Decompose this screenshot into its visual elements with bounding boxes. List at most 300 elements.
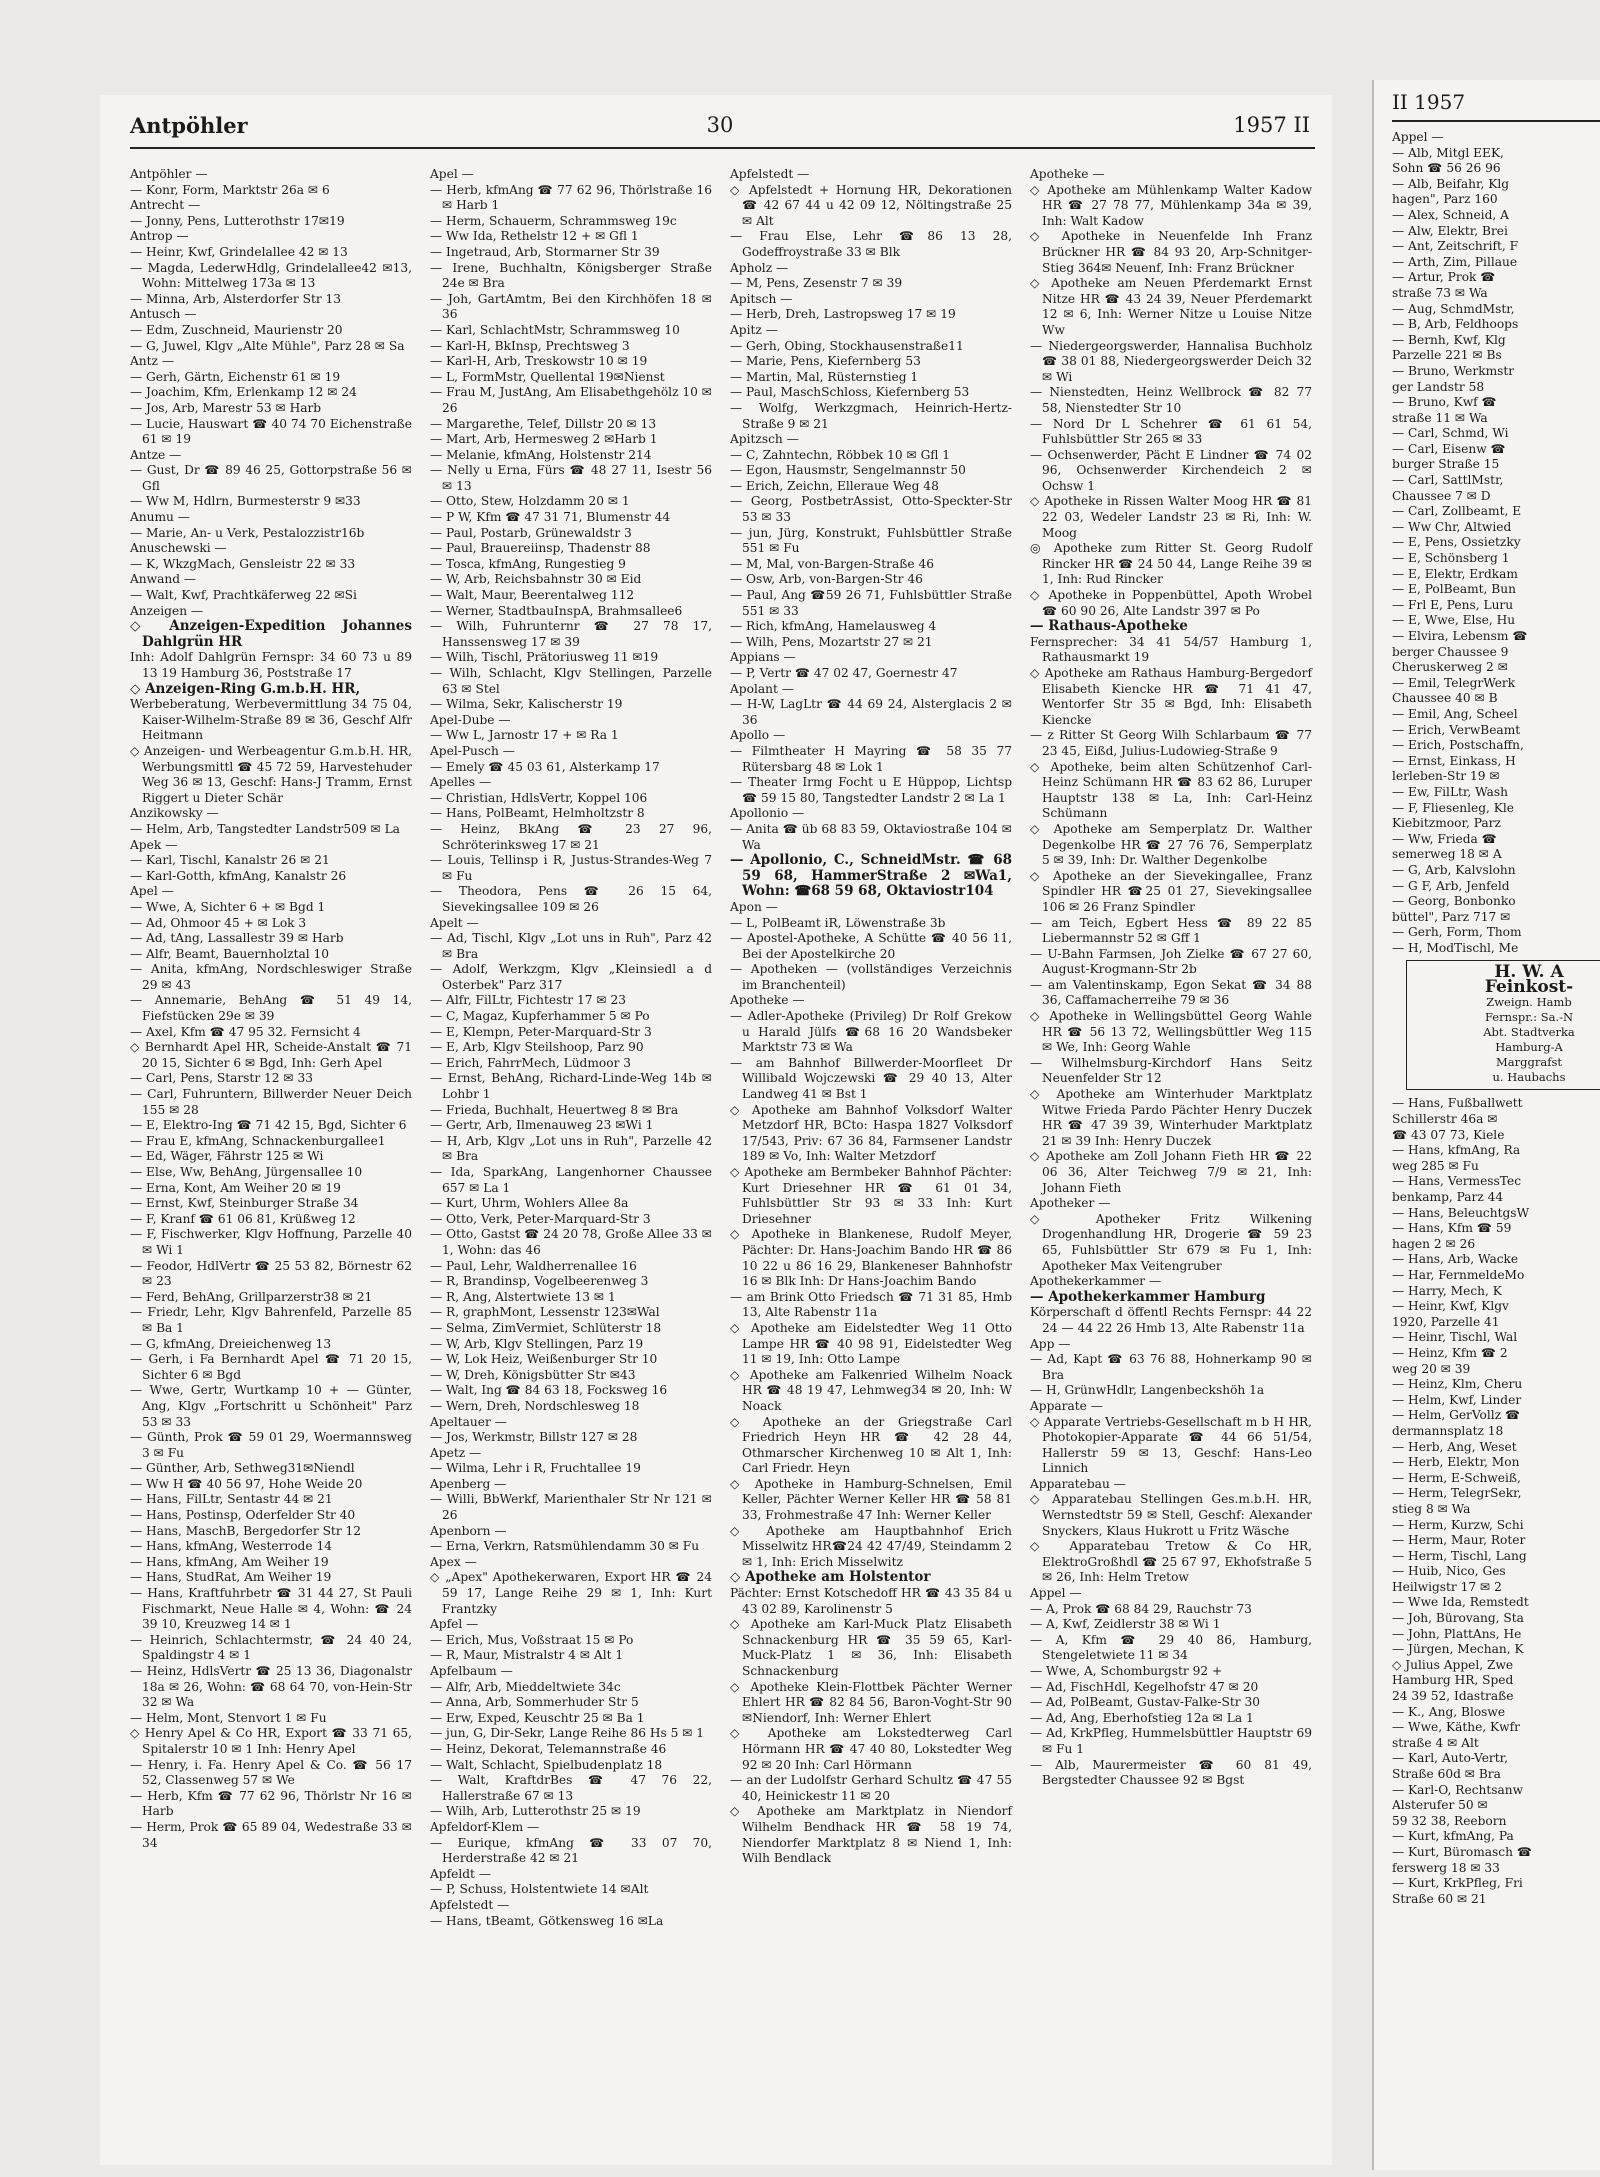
directory-entry: — Carl, Schmd, Wi [1392,426,1509,441]
directory-entry: — Alb, Maurermeister ☎ 60 81 49, Bergstedter Chaussee 92 ✉ Bgst [1030,1757,1312,1788]
directory-entry: — Erich, Postschaffn, [1392,738,1524,753]
column-1 [130,167,412,1851]
page-number: 30 [706,113,734,137]
directory-entry: Anwand — [130,572,197,587]
directory-entry: — H, Arb, Klgv „Lot uns in Ruh", Parzelle 42 ✉ Bra [430,1133,712,1164]
directory-entry: Apfeldorf-Klem — [430,1819,540,1834]
directory-entry: Apex — [430,1554,477,1569]
directory-entry: Apollonio — [730,806,805,821]
directory-entry: — Hans, Kraftfuhrbetr ☎ 31 44 27, St Pauli Fischmarkt, Neue Halle ✉ 4, Wohn: ☎ 24 39 10, Kreuzweg 14 ✉ 1 [130,1586,412,1632]
directory-entry: — Christian, HdlsVertr, Koppel 106 [430,790,648,805]
directory-entry: Fernsprecher: 34 41 54/57 Hamburg 1, Rathausmarkt 19 [1030,634,1312,665]
directory-entry: — P W, Kfm ☎ 47 31 71, Blumenstr 44 [430,510,671,525]
directory-entry: lerleben-Str 19 ✉ [1392,769,1500,784]
directory-entry: — Harry, Mech, K [1392,1283,1502,1298]
directory-entry: — Carl, SattlMstr, [1392,473,1504,488]
directory-entry: Apenberg — [430,1476,507,1491]
directory-entry: — Wern, Dreh, Nordschlesweg 18 [430,1398,640,1413]
directory-entry: — Gertr, Arb, Ilmenauweg 23 ✉Wi 1 [430,1118,654,1133]
directory-entry: hagen 2 ✉ 26 [1392,1236,1476,1251]
directory-entry: Apholz — [730,260,789,275]
directory-entry: — G, Juwel, Klgv „Alte Mühle", Parz 28 ✉ Sa [130,338,405,353]
directory-entry: Apfel — [430,1617,479,1632]
directory-entry: — Walt, KraftdrBes ☎ 47 76 22, Hallerstraße 67 ✉ 13 [430,1773,712,1803]
directory-entry: — Feodor, HdlVertr ☎ 25 53 82, Börnestr 62 ✉ 23 [130,1258,412,1289]
directory-entry: — Paul, Ang ☎59 26 71, Fuhlsbüttler Straße 551 ✉ 33 [730,588,1012,618]
directory-entry: — Alfr, Beamt, Bauernholztal 10 [130,946,330,961]
directory-entry: — Heinz, HdlsVertr ☎ 25 13 36, Diagonalstr 18a ✉ 26, Wohn: ☎ 68 64 70, von-Hein-Str 32 ✉ Wa [130,1664,412,1710]
directory-entry: — Alex, Schneid, A [1392,207,1509,222]
directory-entry: — E, PolBeamt, Bun [1392,582,1516,597]
directory-entry: — Herm, E-Schweiß, [1392,1470,1521,1485]
column-2 [430,167,712,1929]
directory-entry: — Osw, Arb, von-Bargen-Str 46 [730,572,923,587]
directory-entry: — R, graphMont, Lessenstr 123✉Wal [430,1305,660,1320]
directory-entry: — Theater Irmg Focht u E Hüppop, Lichtsp ☎ 59 15 80, Tangstedter Landstr 2 ✉ La 1 [730,775,1012,805]
directory-entry: Antrop — [130,229,189,244]
next-page-rule [1392,120,1600,122]
directory-entry: — Herb, kfmAng ☎ 77 62 96, Thörlstraße 16 ✉ Harb 1 [430,182,712,213]
directory-entry: — E, Pens, Ossietzky [1392,535,1521,550]
directory-entry: — Herb, Dreh, Lastropsweg 17 ✉ 19 [730,307,956,322]
directory-entry: — Walt, Schlacht, Spielbudenplatz 18 [430,1757,663,1772]
directory-entry: — Wilma, Sekr, Kalischerstr 19 [430,697,623,712]
directory-entry: — Mart, Arb, Hermesweg 2 ✉Harb 1 [430,432,658,447]
directory-entry: — am Brink Otto Friedsch ☎ 71 31 85, Hmb 13, Alte Rabenstr 11a [730,1289,1012,1320]
directory-entry: — Apostel-Apotheke, A Schütte ☎ 40 56 11, Bei der Apostelkirche 20 [730,931,1012,961]
directory-entry: 59 32 38, Reeborn [1392,1813,1507,1828]
directory-entry: Antrecht — [130,198,201,213]
directory-entry: — Karl, Auto-Vertr, [1392,1751,1508,1766]
directory-entry: ◇ Apparatebau Tretow & Co HR, ElektroGroßhdl ☎ 25 67 97, Ekhofstraße 5 ✉ 26, Inh: Helm Tretow [1030,1539,1312,1585]
ad-department: Abt. Stadtverka [1483,1025,1575,1040]
directory-entry: — Wwe Ida, Remstedt [1392,1595,1529,1610]
directory-entry: — Wilh, Pens, Mozartstr 27 ✉ 21 [730,634,933,649]
directory-entry: — Ew, FilLtr, Wash [1392,784,1509,799]
directory-entry: — Kurt, KrkPfleg, Fri [1392,1876,1523,1891]
directory-entry: — Huib, Nico, Ges [1392,1564,1506,1579]
directory-entry: — C, Magaz, Kupferhammer 5 ✉ Po [430,1009,650,1024]
directory-entry: berger Chaussee 9 [1392,644,1509,659]
directory-entry: — Eurique, kfmAng ☎ 33 07 70, Herderstraße 42 ✉ 21 [430,1835,712,1866]
directory-entry: — Carl, Pens, Starstr 12 ✉ 33 [130,1071,314,1086]
directory-entry: — Helm, Arb, Tangstedter Landstr509 ✉ La [130,821,400,836]
directory-entry: ◇ Apotheke am Holstentor [730,1569,931,1586]
directory-entry: ◇ Apotheke am Eidelstedter Weg 11 Otto Lampe HR ☎ 40 98 91, Eidelstedter Weg 11 ✉ 19, Inh: Otto Lampe [730,1320,1012,1367]
directory-entry: ◇ Apotheke am Zoll Johann Fieth HR ☎ 22 06 36, Alter Teichweg 7/9 ✉ 21, Inh: Johann Fieth [1030,1149,1312,1195]
directory-entry: stieg 8 ✉ Wa [1392,1501,1471,1516]
directory-entry: — E, Elektr, Erdkam [1392,566,1518,581]
directory-entry: — an der Ludolfstr Gerhard Schultz ☎ 47 55 40, Heinickestr 11 ✉ 20 [730,1773,1012,1803]
directory-entry: Körperschaft d öffentl Rechts Fernspr: 44 22 24 — 44 22 26 Hmb 13, Alte Rabenstr 11a [1030,1305,1312,1335]
directory-entry: ◇ Apotheke, beim alten Schützenhof Carl-Heinz Schümann HR ☎ 83 62 86, Luruper Hauptstr 138 ✉ La, Inh: Carl-Heinz Schümann [1030,759,1312,821]
directory-entry: — Hans, PolBeamt, Helmholtzstr 8 [430,806,645,821]
directory-entry: Schillerstr 46a ✉ [1392,1112,1498,1127]
directory-entry: — am Bahnhof Billwerder-Moorfleet Dr Willibald Wojczewski ☎ 29 40 13, Alter Landweg 41 ✉ Bst 1 [730,1055,1012,1102]
directory-entry: — Bruno, Kwf ☎ [1392,395,1497,410]
directory-entry: ◇ Apotheke am Lokstedterweg Carl Hörmann HR ☎ 47 40 80, Lokstedter Weg 92 ✉ 20 Inh: Carl Hörmann [730,1726,1012,1772]
directory-entry: Apothekerkammer — [1030,1274,1162,1289]
next-page-entries [1392,130,1600,956]
directory-entry: ◇ Apfelstedt + Hornung HR, Dekorationen ☎ 42 67 44 u 42 09 12, Nöltingstraße 25 ✉ Alt [730,182,1012,228]
directory-entry: Apel-Dube — [430,712,511,727]
directory-entry: — H, ModTischl, Me [1392,940,1519,955]
directory-entry: Parzelle 221 ✉ Bs [1392,348,1502,363]
directory-entry: App — [1030,1336,1071,1351]
directory-entry: — Erna, Kont, Am Weiher 20 ✉ 19 [130,1180,341,1195]
directory-entry: — P, Schuss, Holstentwiete 14 ✉Alt [430,1882,649,1897]
directory-entry: — Nord Dr L Schehrer ☎ 61 61 54, Fuhlsbüttler Str 265 ✉ 33 [1030,416,1312,447]
directory-entry: Apparatebau — [1030,1476,1126,1491]
directory-entry: — Theodora, Pens ☎ 26 15 64, Sievekingsallee 109 ✉ 26 [430,884,712,914]
directory-entry: — Frau Else, Lehr ☎86 13 28, Godeffroystraße 33 ✉ Blk [730,229,1012,259]
directory-entry: Apetz — [430,1445,482,1460]
directory-entry: — Anna, Arb, Sommerhuder Str 5 [430,1695,639,1710]
directory-entry: — Herm, Maur, Roter [1392,1533,1526,1548]
directory-entry: — Carl, Eisenw ☎ [1392,441,1506,456]
directory-entry: — W, Dreh, Königsbütter Str ✉43 [430,1367,636,1382]
directory-entry: — E, Klempn, Peter-Marquard-Str 3 [430,1024,652,1039]
directory-entry: Heilwigstr 17 ✉ 2 [1392,1579,1502,1594]
directory-entry: ◇ Apotheke in Wellingsbüttel Georg Wahle HR ☎ 56 13 72, Wellingsbüttler Weg 115 ✉ We, Inh: Georg Wahle [1030,1009,1312,1055]
directory-entry: ferswerg 18 ✉ 33 [1392,1860,1500,1875]
directory-entry: — Otto, Gastst ☎ 24 20 78, Große Allee 33 ✉ 1, Wohn: das 46 [430,1227,712,1257]
directory-entry: — Ernst, Kwf, Steinburger Straße 34 [130,1196,359,1211]
directory-entry: — Rathaus-Apotheke [1030,618,1188,635]
directory-entry: — Joh, Bürovang, Sta [1392,1611,1524,1626]
ad-branch: Zweign. Hamb [1486,995,1572,1010]
directory-entry: Appians — [730,650,796,665]
directory-entry: — Wilma, Lehr i R, Fruchtallee 19 [430,1461,641,1476]
ad-name: H. W. A [1494,962,1564,983]
directory-entry: Antz — [130,354,175,369]
directory-entry: — Alw, Elektr, Brei [1392,223,1508,238]
directory-entry: — z Ritter St Georg Wilh Schlarbaum ☎ 77 23 45, Eißd, Julius-Ludowieg-Straße 9 [1030,728,1312,758]
directory-entry: — Helm, Kwf, Linder [1392,1392,1522,1407]
directory-entry: — Werner, StadtbauInspA, Brahmsallee6 [430,603,683,618]
year-volume: 1957 II [1233,113,1310,137]
directory-entry: straße 73 ✉ Wa [1392,285,1488,300]
directory-entry: — Herb, Ang, Weset [1392,1439,1517,1454]
directory-entry: — Egon, Hausmstr, Sengelmannstr 50 [730,463,966,478]
column-3 [730,167,1012,1867]
directory-entry: ☎ 43 07 73, Kiele [1392,1127,1505,1142]
directory-entry: Anumu — [130,510,190,525]
directory-entry: — Heinr, Kwf, Grindelallee 42 ✉ 13 [130,244,348,259]
directory-entry: — Jonny, Pens, Lutterothstr 17✉19 [130,213,345,228]
directory-entry: ◇ Apotheke am Mühlenkamp Walter Kadow HR ☎ 27 78 77, Mühlenkamp 34a ✉ 39, Inh: Walt Kadow [1030,182,1312,228]
directory-entry: Cheruskerweg 2 ✉ [1392,660,1508,675]
directory-entry: — G, Arb, Kalvslohn [1392,862,1516,877]
directory-entry: Anzikowsky — [130,806,219,821]
directory-entry: — Wolfg, Werkzgmach, Heinrich-Hertz-Straße 9 ✉ 21 [730,400,1012,431]
ad-address-3: u. Haubachs [1492,1070,1566,1085]
directory-entry: — Wilh, Fuhrunternr ☎ 27 78 17, Hanssensweg 17 ✉ 39 [430,619,712,649]
directory-entry: — L, PolBeamt iR, Löwenstraße 3b [730,915,946,930]
directory-entry: Apeltauer — [430,1414,507,1429]
directory-entry: ◇ Apotheke am Hauptbahnhof Erich Misselwitz HR☎24 42 47/49, Steindamm 2 ✉ 1, Inh: Erich Misselwitz [730,1523,1012,1569]
directory-entry: — Alfr, Arb, Mieddeltwiete 34c [430,1679,621,1694]
directory-entry: — John, PlattAns, He [1392,1626,1522,1641]
directory-entry: ◇ Apotheke am Rathaus Hamburg-Bergedorf Elisabeth Kiencke HR ☎ 71 41 47, Wentorfer Str 35 ✉ Bgd, Inh: Elisabeth Kiencke [1030,666,1312,727]
directory-entry: — Joachim, Kfm, Erlenkamp 12 ✉ 24 [130,385,357,400]
directory-entry: — Erich, FahrrMech, Lüdmoor 3 [430,1055,632,1070]
directory-entry: — Paul, MaschSchloss, Kiefernberg 53 [730,385,970,400]
directory-entry: — Ingetraud, Arb, Stormarner Str 39 [430,244,660,259]
directory-entry: ◇ Anzeigen-Ring G.m.b.H. HR, [130,680,361,697]
directory-entry: ◇ Apotheke in Neuenfelde Inh Franz Brückner HR ☎ 84 93 20, Arp-Schnitger-Stieg 364✉ Neuenf, Inh: Franz Brückner [1030,229,1312,275]
directory-entry: ◇ Apparate Vertriebs-Gesellschaft m b H HR, Photokopier-Apparate ☎ 44 66 51/54, Hallerstr 59 ✉ 13, Geschf: Hans-Leo Linnich [1030,1414,1312,1476]
directory-entry: — Wilh, Tischl, Prätoriusweg 11 ✉19 [430,650,659,665]
directory-entry: — Melanie, kfmAng, Holstenstr 214 [430,447,652,462]
advertisement-box [1406,960,1600,1090]
directory-entry: — Erich, Mus, Voßstraat 15 ✉ Po [430,1632,634,1647]
directory-entry: — Margarethe, Telef, Dillstr 20 ✉ 13 [430,416,657,431]
directory-entry: — Annemarie, BehAng ☎ 51 49 14, Fiefstücken 29e ✉ 39 [130,993,412,1024]
directory-entry: — Ochsenwerder, Pächt E Lindner ☎ 74 02 96, Ochsenwerder Kirchendeich 2 ✉ Ochsw 1 [1030,447,1312,493]
directory-entry: — Else, Ww, BehAng, Jürgensallee 10 [130,1165,363,1179]
directory-entry: — Aug, SchmdMstr, [1392,301,1515,316]
directory-entry: — Herm, TelegrSekr, [1392,1486,1522,1501]
directory-entry: — A, Kfm ☎ 29 40 86, Hamburg, Stengeletwiete 11 ✉ 34 [1030,1632,1312,1663]
directory-entry: Apolant — [730,681,794,696]
directory-entry: — Paul, Brauereiinsp, Thadenstr 88 [430,541,651,556]
directory-entry: — Karl, SchlachtMstr, Schrammsweg 10 [430,322,680,337]
directory-entry: ◇ Apotheker Fritz Wilkening Drogenhandlung HR, Drogerie ☎ 59 23 65, Fuhlsbüttler Str 679 ✉ Fu 1, Inh: Apotheker Max Veitengruber [1030,1211,1312,1273]
directory-entry: ◇ Henry Apel & Co HR, Export ☎ 33 71 65, Spitalerstr 10 ✉ 1 Inh: Henry Apel [130,1726,412,1756]
directory-entry: — Ww Chr, Altwied [1392,519,1512,534]
directory-entry: — Ed, Wäger, Fährstr 125 ✉ Wi [130,1149,324,1164]
directory-entry: — Hans, StudRat, Am Weiher 19 [130,1570,332,1585]
directory-entry: — Ad, PolBeamt, Gustav-Falke-Str 30 [1030,1695,1260,1710]
directory-entry: semerweg 18 ✉ A [1392,847,1502,862]
directory-entry: — Anita ☎ üb 68 83 59, Oktaviostraße 104 ✉ Wa [730,821,1012,852]
directory-entry: ◎ Apotheke zum Ritter St. Georg Rudolf Rincker HR ☎ 24 50 44, Lange Reihe 39 ✉ 1, Inh: Rud Rincker [1030,541,1312,587]
directory-entry: — Joh, GartAmtm, Bei den Kirchhöfen 18 ✉ 36 [430,291,712,322]
directory-entry: — Ida, SparkAng, Langenhorner Chaussee 657 ✉ La 1 [430,1165,712,1195]
directory-entry: — Hans, Arb, Wacke [1392,1252,1519,1267]
directory-entry: — Ernst, BehAng, Richard-Linde-Weg 14b ✉ Lohbr 1 [430,1071,712,1102]
directory-entry: — Willi, BbWerkf, Marienthaler Str Nr 121 ✉ 26 [430,1492,712,1523]
directory-entry: — Wilhelmsburg-Kirchdorf Hans Seitz Neuenfelder Str 12 [1030,1055,1312,1086]
directory-entry: — Otto, Verk, Peter-Marquard-Str 3 [430,1211,651,1226]
directory-entry: — G, kfmAng, Dreieichenweg 13 [130,1336,332,1351]
directory-entry: — Georg, Bonbonko [1392,894,1516,909]
directory-entry: Anuschewski — [130,541,227,556]
directory-entry: Apotheke — [1030,167,1105,181]
directory-entry: Apotheke — [730,993,805,1008]
directory-entry: — Axel, Kfm ☎ 47 95 32. Fernsicht 4 [130,1024,361,1039]
directory-entry: — Ant, Zeitschrift, F [1392,239,1519,254]
directory-entry: — K, WkzgMach, Gensleistr 22 ✉ 33 [130,556,356,571]
directory-entry: Apel — [430,167,474,181]
directory-entry: — Minna, Arb, Alsterdorfer Str 13 [130,291,342,306]
directory-entry: — am Teich, Egbert Hess ☎ 89 22 85 Liebermannstr 52 ✉ Gff 1 [1030,915,1312,946]
directory-entry: — Wwe, Gertr, Wurtkamp 10 + — Günter, Ang, Klgv „Fortschritt u Schönheit" Parz 53 ✉ 33 [130,1383,412,1429]
directory-entry: — jun, G, Dir-Sekr, Lange Reihe 86 Hs 5 ✉ 1 [430,1726,705,1741]
directory-entry: ◇ Apotheke in Rissen Walter Moog HR ☎ 81 22 03, Wedeler Landstr 23 ✉ Ri, Inh: W. Moog [1030,494,1312,540]
directory-entry: — Apothekerkammer Hamburg [1030,1288,1266,1305]
directory-entry: — Frau E, kfmAng, Schnackenburgallee1 [130,1133,386,1148]
directory-entry: Alsterufer 50 ✉ [1392,1798,1488,1813]
directory-entry: — Frl E, Pens, Luru [1392,597,1514,612]
directory-entry: — E, Wwe, Else, Hu [1392,613,1516,628]
directory-entry: — Martin, Mal, Rüsternstieg 1 [730,369,919,384]
directory-entry: Apitzsch — [730,432,799,447]
directory-entry: — Ad, Ohmoor 45 + ✉ Lok 3 [130,915,307,930]
directory-entry: — C, Zahntechn, Röbbek 10 ✉ Gfl 1 [730,447,951,462]
directory-entry: — Wwe, A, Sichter 6 + ✉ Bgd 1 [130,899,326,914]
column-4 [1030,167,1312,1789]
directory-entry: — Ww H ☎ 40 56 97, Hohe Weide 20 [130,1476,363,1491]
directory-entry: — Ad, KrkPfleg, Hummelsbüttler Hauptstr 69 ✉ Fu 1 [1030,1726,1312,1756]
directory-entry: — Marie, An- u Verk, Pestalozzistr16b [130,525,365,540]
directory-entry: — Gerh, Obing, Stockhausenstraße11 [730,338,964,353]
directory-entry: — Irene, Buchhaltn, Königsberger Straße 24e ✉ Bra [430,260,712,291]
directory-entry: Straße 60d ✉ Bra [1392,1767,1501,1781]
directory-entry: — Alb, Mitgl EEK, [1392,145,1504,160]
directory-entry: — Hans, Kfm ☎ 59 [1392,1221,1512,1236]
directory-entry: Apenborn — [430,1523,507,1538]
directory-entry: Pächter: Ernst Kotschedoff HR ☎ 43 35 84 u 43 02 89, Karolinenstr 5 [730,1586,1012,1616]
directory-entry: — Alb, Beifahr, Klg [1392,176,1510,191]
directory-entry: 24 39 52, Idastraße [1392,1689,1514,1704]
directory-entry: — Carl, Zollbeamt, E [1392,504,1522,519]
directory-entry: — Herb, Elektr, Mon [1392,1455,1520,1470]
directory-entry: — Wwe, A, Schomburgstr 92 + [1030,1664,1223,1678]
directory-entry: — K., Ang, Bloswe [1392,1704,1506,1719]
directory-entry: Inh: Adolf Dahlgrün Fernspr: 34 60 73 u 89 13 19 Hamburg 36, Poststraße 17 [130,650,412,680]
directory-entry: Anzeigen — [130,603,204,618]
directory-entry: — P, Vertr ☎ 47 02 47, Goernestr 47 [730,666,958,680]
directory-entry: Apon — [730,899,778,914]
directory-entry: Chaussee 40 ✉ B [1392,691,1498,706]
directory-entry: — Hans, Fußballwett [1392,1096,1523,1111]
directory-entry: — L, FormMstr, Quellental 19✉Nienst [430,369,665,384]
running-head: Antpöhler [130,113,248,138]
directory-entry: — Niedergeorgswerder, Hannalisa Buchholz ☎ 38 01 88, Niedergeorgswerder Deich 32 ✉ Wi [1030,338,1312,384]
directory-entry: — Frieda, Buchhalt, Heuertweg 8 ✉ Bra [430,1102,679,1117]
directory-entry: — Erich, Zeichn, Elleraue Weg 48 [730,478,939,493]
directory-entry: ◇ Anzeigen- und Werbeagentur G.m.b.H. HR, Werbungsmittl ☎ 45 72 59, Harvestehuder Weg 36 ✉ 13, Geschf: Hans-J Tramm, Ernst Riggert u Dieter Schär [130,743,412,805]
ad-subtitle: Feinkost- [1484,977,1574,998]
directory-entry: — Lucie, Hauswart ☎ 40 74 70 Eichenstraße 61 ✉ 19 [130,416,412,447]
next-page-entries-after [1392,1096,1600,1907]
directory-entry: Straße 60 ✉ 21 [1392,1891,1487,1906]
directory-entry: Apel — [130,884,174,899]
directory-entry: dermannsplatz 18 [1392,1423,1504,1438]
directory-entry: Kiebitzmoor, Parz [1392,816,1501,831]
directory-entry: Apitz — [730,322,778,337]
directory-page [100,95,1332,2165]
directory-entry: — Wilh, Schlacht, Klgv Stellingen, Parzelle 63 ✉ Stel [430,666,712,696]
directory-entry: — E, Elektro-Ing ☎ 71 42 15, Bgd, Sichter 6 [130,1118,407,1133]
directory-entry: Antusch — [130,307,197,322]
directory-entry: — Erna, Verkrn, Ratsmühlendamm 30 ✉ Fu [430,1539,700,1554]
directory-entry: — Bruno, Werkmstr [1392,363,1515,378]
directory-entry: — F, Kranf ☎ 61 06 81, Krüßweg 12 [130,1211,356,1226]
directory-entry: — F, Fischwerker, Klgv Hoffnung, Parzelle 40 ✉ Wi 1 [130,1227,412,1257]
directory-entry: — Har, FernmeldeMo [1392,1268,1525,1282]
directory-entry: Hamburg HR, Sped [1392,1673,1514,1688]
directory-entry: — U-Bahn Farmsen, Joh Zielke ☎ 67 27 60, August-Krogmann-Str 2b [1030,946,1312,977]
directory-entry: benkamp, Parz 44 [1392,1190,1504,1205]
directory-entry: — Nelly u Erna, Fürs ☎ 48 27 11, Isestr 56 ✉ 13 [430,463,712,493]
directory-entry: — A, Prok ☎ 68 84 29, Rauchstr 73 [1030,1601,1252,1616]
directory-entry: — M, Mal, von-Bargen-Straße 46 [730,556,934,571]
directory-entry: — Heinr, Kwf, Klgv [1392,1299,1509,1314]
directory-entry: ◇ Apotheke in Blankenese, Rudolf Meyer, Pächter: Dr. Hans-Joachim Bando HR ☎ 86 10 22 u 86 16 29, Blankeneser Bahnhofstr 16 ✉ Blk Inh: Dr Hans-Joachim Bando [730,1227,1012,1289]
directory-entry: ◇ „Apex" Apothekerwaren, Export HR ☎ 24 59 17, Lange Reihe 29 ✉ 1, Inh: Kurt Frantzky [430,1570,712,1616]
directory-entry: — Ad, Kapt ☎ 63 76 88, Hohnerkamp 90 ✉ Bra [1030,1352,1312,1382]
next-page-column [1392,130,1600,1907]
directory-entry: Apel-Pusch — [430,743,515,758]
directory-entry: büttel", Parz 717 ✉ [1392,909,1511,924]
directory-entry: — am Valentinskamp, Egon Sekat ☎ 34 88 36, Caffamacherreihe 79 ✉ 36 [1030,977,1312,1008]
directory-entry: — Hans, BeleuchtgsW [1392,1205,1530,1220]
directory-entry: — W, Lok Heiz, Weißenburger Str 10 [430,1352,658,1367]
directory-entry: — Heinz, BkAng ☎ 23 27 96, Schröterinksweg 17 ✉ 21 [430,821,712,852]
directory-entry: ◇ Apotheke am Semperplatz Dr. Walther Degenkolbe HR ☎ 27 76 76, Semperplatz 5 ✉ 39, Inh: Dr. Walther Degenkolbe [1030,821,1312,868]
directory-entry: — Jos, Arb, Marestr 53 ✉ Harb [130,400,322,415]
directory-entry: — Otto, Stew, Holzdamm 20 ✉ 1 [430,494,630,509]
directory-entry: — Filmtheater H Mayring ☎ 58 35 77 Rütersbarg 48 ✉ Lok 1 [730,743,1012,774]
directory-entry: — Nienstedten, Heinz Wellbrock ☎ 82 77 58, Nienstedter Str 10 [1030,385,1312,415]
directory-entry: — Ad, tAng, Lassallestr 39 ✉ Harb [130,931,344,946]
directory-entry: Antze — [130,447,182,462]
directory-entry: Apotheker — [1030,1196,1111,1211]
directory-entry: — Hans, tBeamt, Götkensweg 16 ✉La [430,1913,664,1928]
directory-entry: — Herm, Tischl, Lang [1392,1548,1527,1563]
directory-entry: weg 285 ✉ Fu [1392,1158,1479,1173]
directory-entry: Sohn ☎ 56 26 96 [1392,161,1501,176]
directory-entry: — Kurt, Büromasch ☎ [1392,1844,1532,1859]
directory-entry: — Heinr, Tischl, Wal [1392,1330,1518,1345]
directory-entry: ◇ Apotheke in Hamburg-Schnelsen, Emil Keller, Pächter Werner Keller HR ☎ 58 81 33, Frohmestraße 47 Inh: Werner Keller [730,1476,1012,1523]
directory-entry: Appel — [1392,130,1444,144]
directory-entry: — Frau M, JustAng, Am Elisabethgehölz 10 ✉ 26 [430,385,712,415]
directory-entry: — Arth, Zim, Pillaue [1392,254,1518,269]
directory-entry: ◇ Apotheke am Bahnhof Volksdorf Walter Metzdorf HR, BCto: Haspa 1827 Volksdorf 17/543, Priv: 67 36 84, Farmsener Landstr 189 ✉ Vo, Inh: Walter Metzdorf [730,1102,1012,1164]
directory-entry: — Jürgen, Mechan, K [1392,1642,1524,1657]
directory-entry: Antpöhler — [130,167,208,181]
directory-entry: — Herm, Kurzw, Schi [1392,1517,1524,1532]
directory-entry: — Adler-Apotheke (Privileg) Dr Rolf Grekow u Harald Jülfs ☎68 16 20 Wandsbeker Marktstr 73 ✉ Wa [730,1009,1012,1055]
directory-entry: — Jos, Werkmstr, Billstr 127 ✉ 28 [430,1430,638,1445]
directory-entry: ger Landstr 58 [1392,379,1485,394]
directory-entry: — R, Maur, Mistralstr 4 ✉ Alt 1 [430,1648,624,1663]
directory-entry: — E, Arb, Klgv Steilshoop, Parz 90 [430,1040,644,1055]
next-page-fragment [1372,80,1600,2170]
directory-entry: — Friedr, Lehr, Klgv Bahrenfeld, Parzelle 85 ✉ Ba 1 [130,1305,412,1335]
directory-entry: — Emil, Ang, Scheel [1392,706,1518,721]
directory-entry: — Hans, kfmAng, Westerrode 14 [130,1539,332,1554]
directory-entry: — Ww M, Hdlrn, Burmesterstr 9 ✉33 [130,494,361,509]
directory-entry: — Karl-H, BkInsp, Prechtsweg 3 [430,338,630,353]
directory-entry: Apelles — [430,775,492,790]
directory-entry: — Rich, kfmAng, Hamelausweg 4 [730,619,937,634]
directory-entry: — R, Brandinsp, Vogelbeerenweg 3 [430,1274,649,1289]
directory-entry: — Hans, FilLtr, Sentastr 44 ✉ 21 [130,1492,333,1507]
directory-entry: Chaussee 7 ✉ D [1392,488,1491,503]
directory-entry: ◇ Apotheke am Bermbeker Bahnhof Pächter: Kurt Driesehner HR ☎ 61 01 34, Fuhlsbüttler Str 93 ✉ 33 Inh: Kurt Driesehner [730,1165,1012,1226]
directory-entry: — Alfr, FilLtr, Fichtestr 17 ✉ 23 [430,993,626,1008]
directory-entry: — Helm, GerVollz ☎ [1392,1408,1521,1423]
directory-entry: — Karl-O, Rechtsanw [1392,1782,1524,1797]
directory-entry: — Elvira, Lebensm ☎ [1392,629,1528,643]
next-page-header: II 1957 [1392,90,1466,114]
directory-entry: — H-W, LagLtr ☎ 44 69 24, Alsterglacis 2 ✉ 36 [730,697,1012,727]
